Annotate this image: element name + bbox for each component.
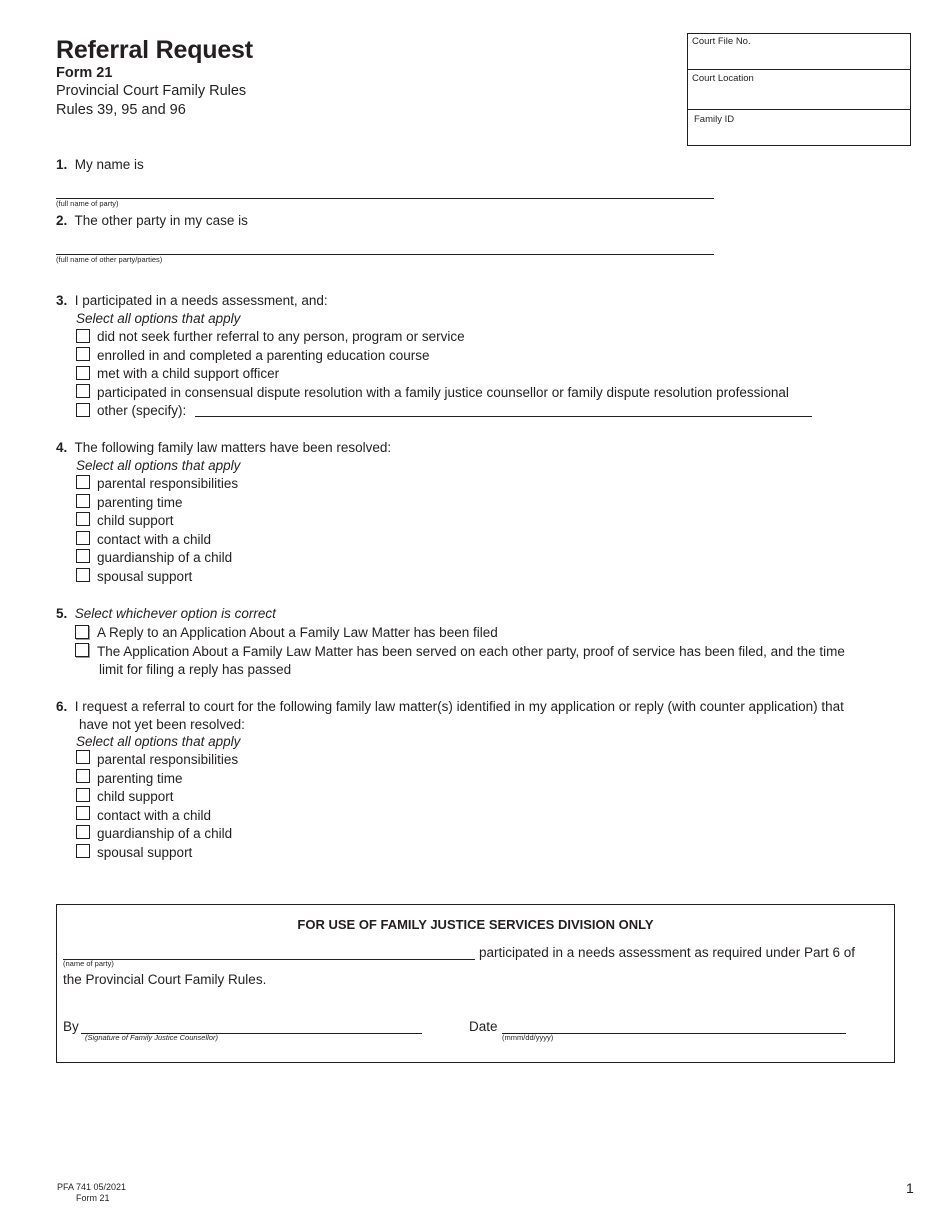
court-file-info-box	[687, 33, 911, 146]
family-id-label: Family ID	[694, 114, 735, 125]
q4-text	[56, 440, 391, 456]
footer-form-number: Form 21	[76, 1193, 110, 1203]
q3-instruction: Select all options that apply	[76, 311, 241, 326]
q3-checkbox-no-referral[interactable]	[76, 329, 90, 343]
q3-checkbox-dispute-resolution[interactable]	[76, 384, 90, 398]
q4-checkbox-contact[interactable]	[76, 531, 90, 545]
q2-number: 2.	[56, 213, 68, 228]
office-statement-line1: participated in a needs assessment as required under Part 6 of	[479, 945, 855, 960]
q3-option-dispute-resolution: participated in consensual dispute resolution with a family justice counsellor or family dispute resolution professional	[97, 385, 789, 400]
form-title: Referral Request	[56, 36, 253, 64]
q6-instruction: Select all options that apply	[76, 734, 241, 749]
rules-numbers: Rules 39, 95 and 96	[56, 102, 186, 118]
rules-name: Provincial Court Family Rules	[56, 83, 247, 99]
date-caption: (mmm/dd/yyyy)	[502, 1033, 554, 1042]
q6-text	[56, 699, 844, 715]
signature-caption: (Signature of Family Justice Counsellor)	[85, 1033, 218, 1042]
q3-option-support-officer: met with a child support officer	[97, 366, 280, 381]
q6-number: 6.	[56, 699, 68, 714]
q4-option-parenting-time: parenting time	[97, 495, 183, 510]
q6-option-child-support: child support	[97, 789, 174, 804]
court-file-no-label: Court File No.	[692, 36, 751, 47]
q6-option-guardianship: guardianship of a child	[97, 826, 233, 841]
q3-checkbox-support-officer[interactable]	[76, 366, 90, 380]
q3-label: I participated in a needs assessment, and:	[74, 293, 328, 308]
court-location-label: Court Location	[692, 73, 754, 84]
other-party-caption: (full name of other party/parties)	[56, 255, 163, 264]
q4-checkbox-spousal-support[interactable]	[76, 568, 90, 582]
party-name-caption: (full name of party)	[56, 199, 119, 208]
q5-checkbox-time-passed[interactable]	[75, 643, 89, 657]
by-label: By	[63, 1019, 79, 1034]
court-location-field[interactable]	[688, 70, 910, 110]
q6-option-contact: contact with a child	[97, 808, 212, 823]
q6-checkbox-child-support[interactable]	[76, 788, 90, 802]
q5-option-time-passed-line1: The Application About a Family Law Matter has been served on each other party, proof of service has been filed, and the time	[97, 644, 845, 659]
office-use-heading: FOR USE OF FAMILY JUSTICE SERVICES DIVISION ONLY	[297, 917, 654, 932]
q4-label: The following family law matters have been resolved:	[74, 440, 392, 455]
q3-checkbox-parenting-course[interactable]	[76, 347, 90, 361]
q5-instruction: Select whichever option is correct	[74, 606, 276, 621]
q3-option-other: other (specify):	[97, 403, 187, 418]
date-label: Date	[469, 1019, 498, 1034]
office-party-name-line[interactable]	[63, 959, 475, 960]
q3-option-parenting-course: enrolled in and completed a parenting education course	[97, 348, 430, 363]
q6-checkbox-spousal-support[interactable]	[76, 844, 90, 858]
q6-label-line1: I request a referral to court for the following family law matter(s) identified in my application or reply (with counter application) that	[74, 699, 844, 714]
q6-checkbox-parenting-time[interactable]	[76, 769, 90, 783]
q3-number: 3.	[56, 293, 68, 308]
q3-other-specify-line[interactable]	[195, 416, 812, 417]
family-id-field[interactable]	[688, 110, 910, 146]
q3-option-no-referral: did not seek further referral to any person, program or service	[97, 329, 465, 344]
q4-option-spousal-support: spousal support	[97, 569, 193, 584]
q5-option-reply-filed: A Reply to an Application About a Family Law Matter has been filed	[97, 625, 498, 640]
q2-label: The other party in my case is	[74, 213, 248, 228]
q4-checkbox-parental-responsibilities[interactable]	[76, 475, 90, 489]
q4-checkbox-parenting-time[interactable]	[76, 494, 90, 508]
party-name-line[interactable]	[56, 198, 714, 199]
q4-option-parental-responsibilities: parental responsibilities	[97, 476, 239, 491]
date-line[interactable]	[502, 1033, 846, 1034]
office-party-name-caption: (name of party)	[63, 959, 114, 968]
q4-checkbox-child-support[interactable]	[76, 512, 90, 526]
q3-checkbox-other[interactable]	[76, 403, 90, 417]
footer-form-code: PFA 741 05/2021	[57, 1182, 127, 1192]
form-number: Form 21	[56, 65, 113, 81]
q1-label: My name is	[74, 157, 144, 172]
q5-option-time-passed-line2: limit for filing a reply has passed	[99, 662, 292, 677]
office-statement-line2: the Provincial Court Family Rules.	[63, 972, 267, 987]
office-use-box	[56, 904, 895, 1063]
q6-label-line2: have not yet been resolved:	[79, 717, 245, 732]
q6-checkbox-contact[interactable]	[76, 806, 90, 820]
q6-checkbox-guardianship[interactable]	[76, 825, 90, 839]
q2-text	[56, 213, 248, 229]
q3-text	[56, 293, 328, 309]
q5-checkbox-reply-filed[interactable]	[75, 625, 89, 639]
court-file-no-field[interactable]	[688, 34, 910, 70]
q5-number: 5.	[56, 606, 68, 621]
q6-option-parental-responsibilities: parental responsibilities	[97, 752, 239, 767]
page-number: 1	[906, 1180, 914, 1196]
q4-option-contact: contact with a child	[97, 532, 212, 547]
q6-checkbox-parental-responsibilities[interactable]	[76, 750, 90, 764]
q1-text	[56, 157, 144, 173]
q4-option-child-support: child support	[97, 513, 174, 528]
q4-instruction: Select all options that apply	[76, 458, 241, 473]
q1-number: 1.	[56, 157, 68, 172]
q4-number: 4.	[56, 440, 68, 455]
q6-option-spousal-support: spousal support	[97, 845, 193, 860]
q4-option-guardianship: guardianship of a child	[97, 550, 233, 565]
q4-checkbox-guardianship[interactable]	[76, 549, 90, 563]
q5-text	[56, 606, 276, 622]
q6-option-parenting-time: parenting time	[97, 771, 183, 786]
